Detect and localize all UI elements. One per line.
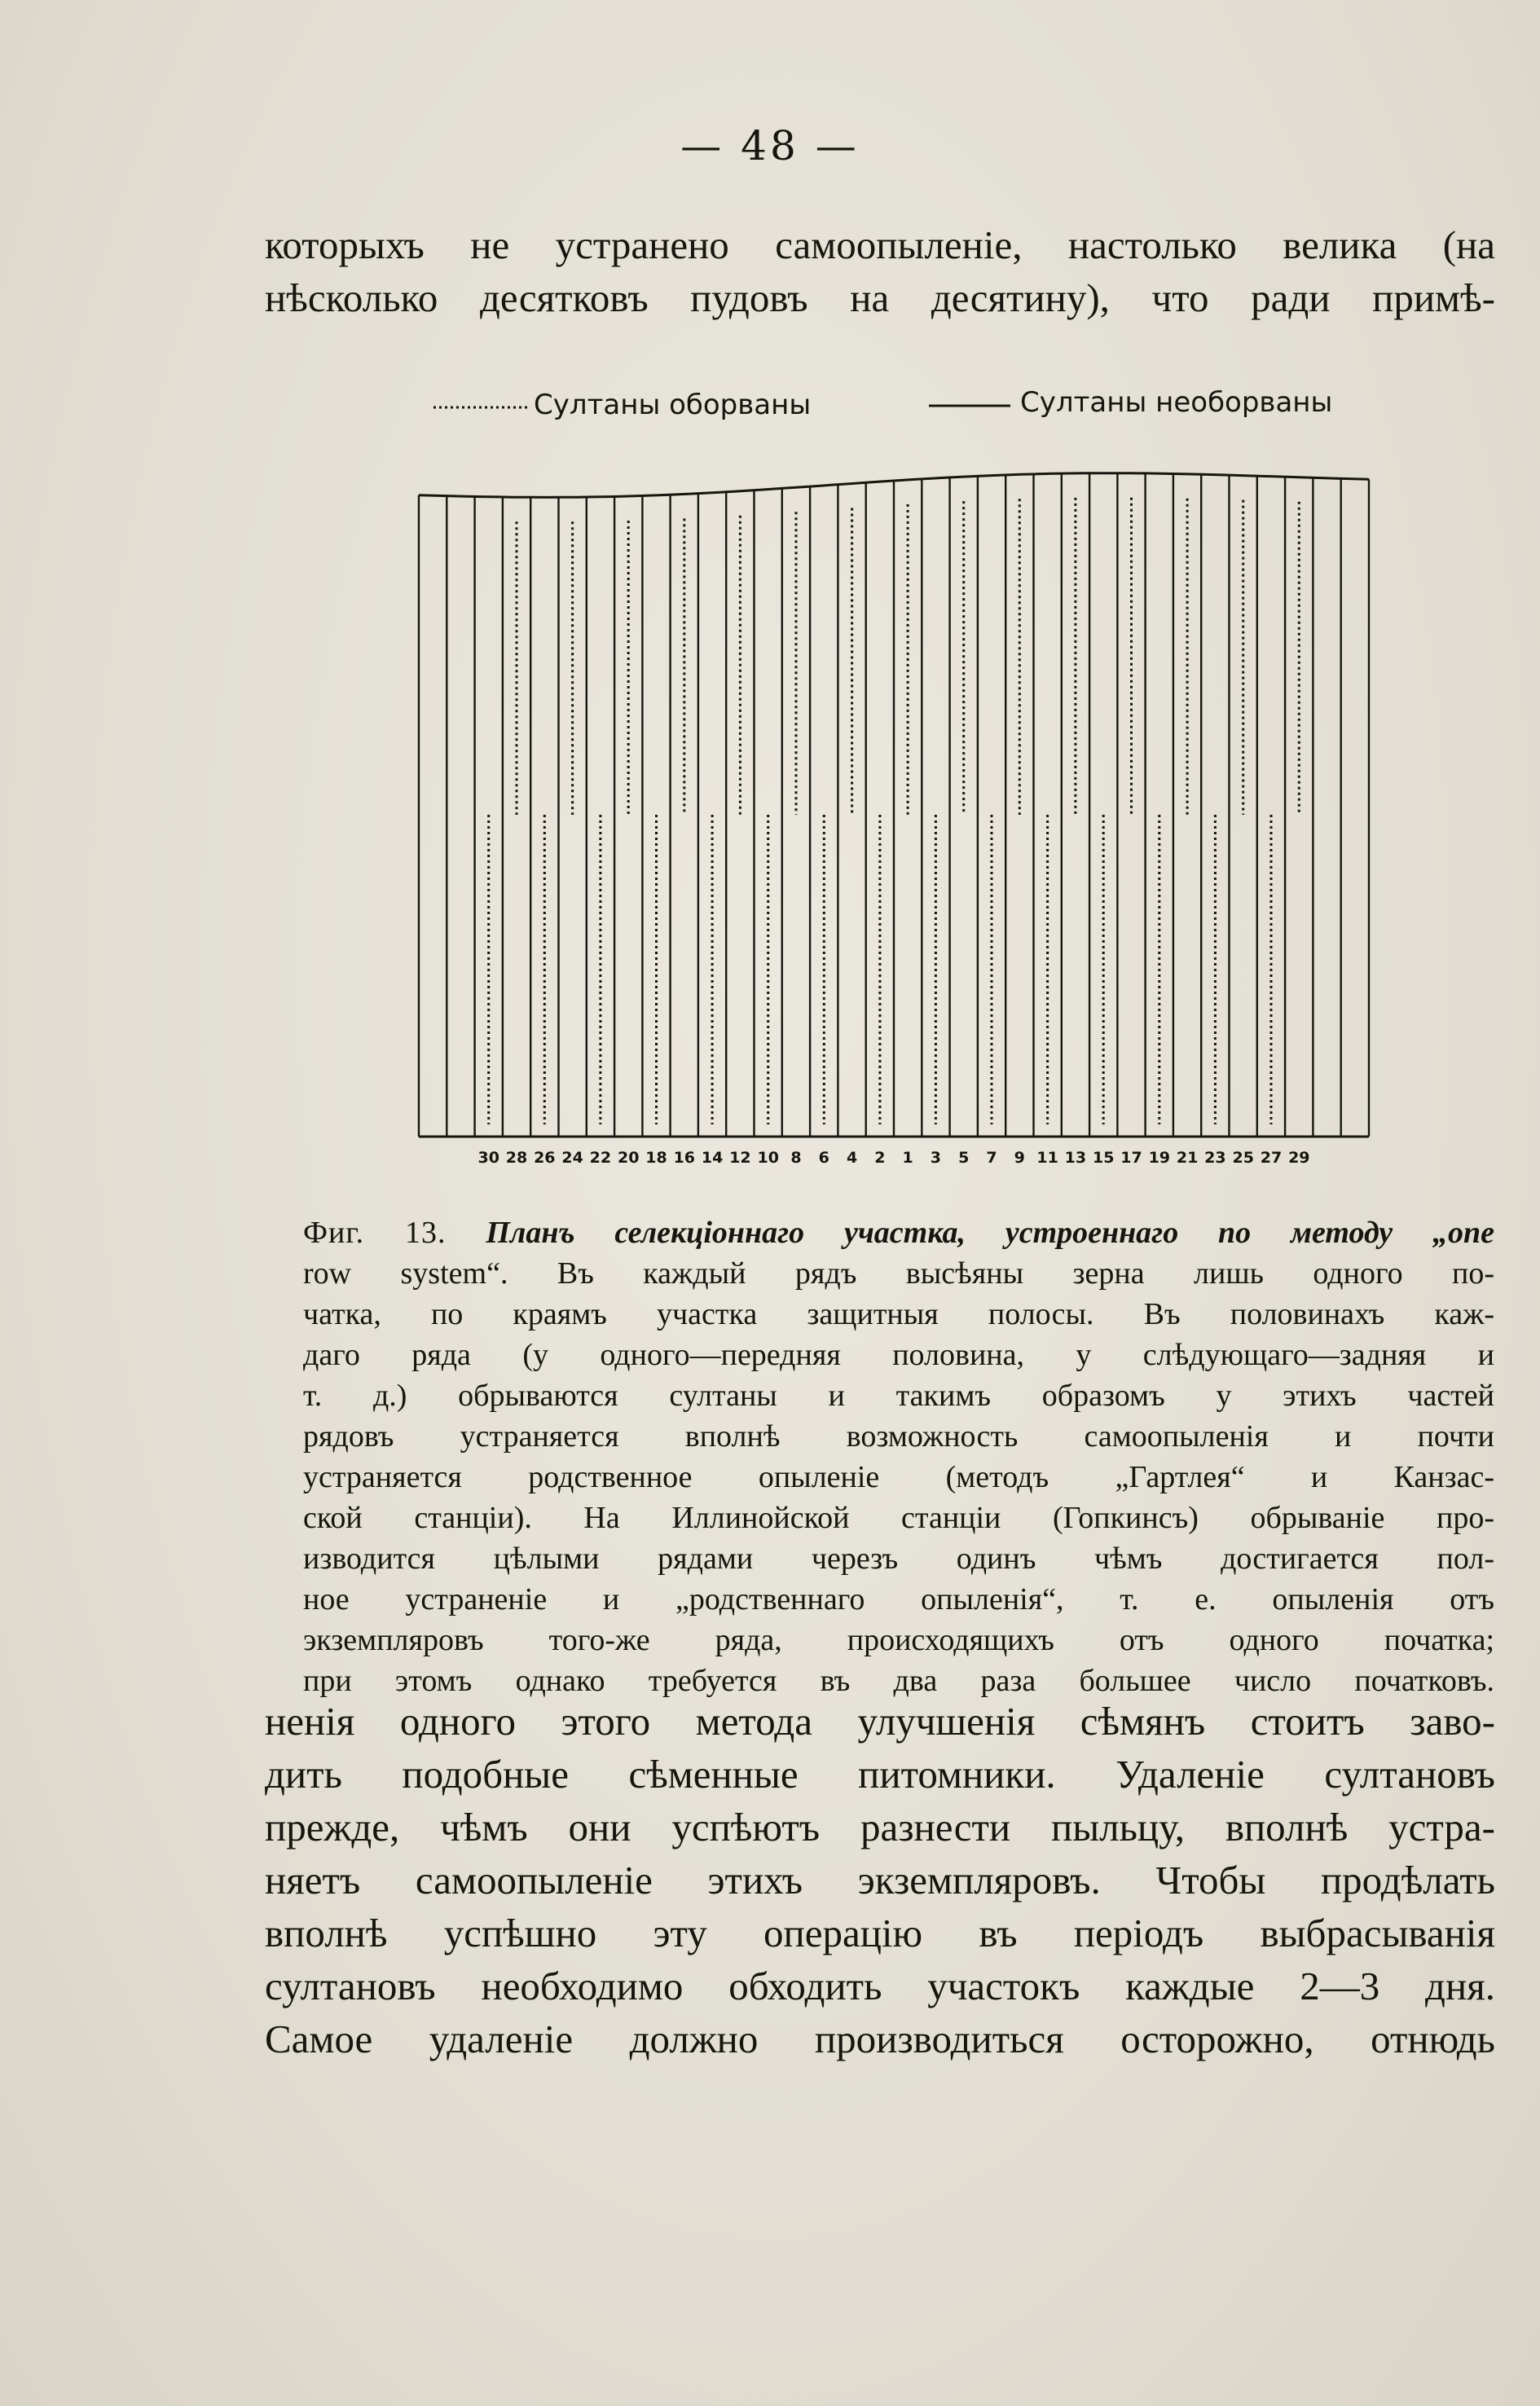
row-number-label: 2	[874, 1149, 886, 1167]
text-line: дить подобные сѣменные питомники. Удаленіе султановъ	[265, 1752, 1495, 1797]
legend	[433, 386, 1332, 421]
row-number-label: 16	[673, 1149, 696, 1167]
caption-line: устраняется родственное опыленіе (методъ „Гартлея“ и Канзас-	[303, 1460, 1494, 1494]
row-number-label: 25	[1232, 1149, 1254, 1167]
row-number-label: 26	[534, 1149, 556, 1167]
caption-first-line	[303, 1212, 1494, 1253]
row-number-label: 1	[902, 1149, 913, 1167]
row-number-label: 30	[477, 1149, 499, 1167]
row-number-label: 18	[645, 1149, 667, 1167]
row-number-label: 13	[1064, 1149, 1087, 1167]
text-line: прежде, чѣмъ они успѣютъ разнести пыльцу, вполнѣ устра-	[265, 1805, 1495, 1850]
row-number-label: 6	[818, 1149, 829, 1167]
row-number-label: 15	[1092, 1149, 1115, 1167]
field-plot	[419, 473, 1369, 1137]
row-number-label: 24	[561, 1149, 583, 1167]
row-number-label: 19	[1148, 1149, 1171, 1167]
row-number-label: 11	[1036, 1149, 1058, 1167]
row-number-label: 8	[790, 1149, 802, 1167]
row-number-label: 4	[846, 1149, 858, 1167]
body-text-bottom	[265, 1695, 1495, 2065]
caption-line: чатка, по краямъ участка защитныя полосы. Въ половинахъ каж-	[303, 1297, 1494, 1331]
caption-line: экземпляровъ того-же ряда, происходящихъ отъ одного початка;	[303, 1623, 1494, 1657]
caption-line: ской станціи). На Иллинойской станціи (Гопкинсъ) обрыванiе про-	[303, 1501, 1494, 1535]
row-number-label: 5	[958, 1149, 970, 1167]
row-number-label: 9	[1014, 1149, 1025, 1167]
page-number: — 48 —	[680, 122, 860, 169]
caption-line: даго ряда (у одного—передняя половина, у слѣдующаго—задняя и	[303, 1338, 1494, 1372]
plot-plan-figure	[407, 358, 1385, 1173]
caption-line: изводится цѣлыми рядами черезъ одинъ чѣмъ достигается пол-	[303, 1542, 1494, 1576]
row-number-label: 21	[1176, 1149, 1199, 1167]
row-number-label: 28	[505, 1149, 528, 1167]
figure-label: Фиг. 13.	[303, 1216, 447, 1250]
legend-dotted-label: Султаны оборваны	[534, 389, 812, 421]
figure-caption	[303, 1212, 1494, 1701]
legend-solid-label: Султаны необорваны	[1020, 386, 1333, 419]
row-number-label: 29	[1288, 1149, 1310, 1167]
text-line: султановъ необходимо обходить участокъ каждые 2—3 дня.	[265, 1964, 1495, 2008]
body-text-top	[265, 218, 1495, 324]
caption-line: ное устраненіе и „родственнаго опыленія“, т. е. опыленія отъ	[303, 1582, 1494, 1616]
row-number-label: 20	[617, 1149, 640, 1167]
text-line: няетъ самоопыленіе этихъ экземпляровъ. Чтобы продѣлать	[265, 1858, 1495, 1902]
row-number-label: 27	[1260, 1149, 1283, 1167]
text-line: ненія одного этого метода улучшенія сѣмянъ стоитъ заво-	[265, 1699, 1495, 1744]
caption-line: row system“. Въ каждый рядъ высѣяны зерна лишь одного по-	[303, 1256, 1494, 1291]
text-line: которыхъ не устранено самоопыленіе, настолько велика (на	[265, 222, 1495, 267]
row-number-label: 17	[1120, 1149, 1142, 1167]
row-number-label: 12	[729, 1149, 751, 1167]
row-number-label: 14	[701, 1149, 724, 1167]
caption-line: при этомъ однако требуется въ два раза большее число початковъ.	[303, 1664, 1494, 1698]
row-number-label: 3	[930, 1149, 942, 1167]
caption-line: рядовъ устраняется вполнѣ возможность самоопыленія и почти	[303, 1419, 1494, 1454]
text-line: вполнѣ успѣшно эту операцію въ періодъ выбрасыванія	[265, 1911, 1495, 1955]
row-number-label: 23	[1204, 1149, 1226, 1167]
row-number-label: 22	[589, 1149, 612, 1167]
text-line: Самое удаленіе должно производиться осторожно, отнюдь	[265, 2017, 1495, 2061]
row-number-label: 10	[757, 1149, 779, 1167]
row-number-labels	[477, 1149, 1309, 1167]
caption-line: т. д.) обрываются султаны и такимъ образомъ у этихъ частей	[303, 1379, 1494, 1413]
row-number-label: 7	[986, 1149, 997, 1167]
text-line: нѣсколько десятковъ пудовъ на десятину), что ради примѣ-	[265, 275, 1495, 320]
figure-title: Планъ селекціоннаго участка, устроеннаго по методу „one	[486, 1216, 1494, 1250]
